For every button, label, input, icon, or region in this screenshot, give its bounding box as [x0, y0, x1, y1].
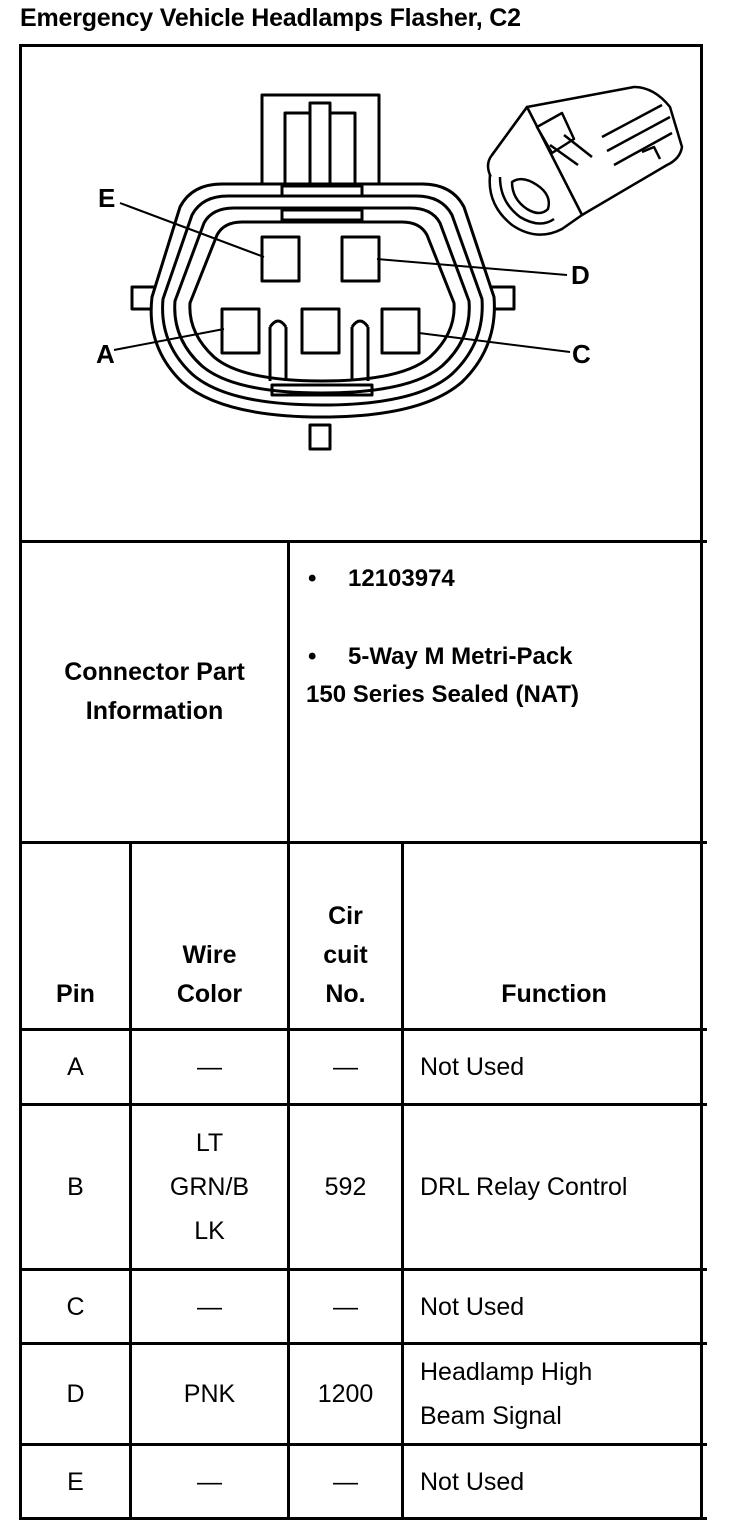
- table-cell-function: Not Used: [420, 1467, 525, 1496]
- col-header-circuit-no: Cir cuit No.: [323, 902, 368, 1008]
- table-cell-circuit: 592: [324, 1173, 367, 1201]
- diagram-label-e: E: [98, 183, 116, 213]
- divider: [287, 540, 290, 844]
- table-cell-wire: —: [197, 1292, 222, 1321]
- table-cell-function: Headlamp High Beam Signal: [420, 1358, 593, 1430]
- table-cell-wire: PNK: [183, 1380, 236, 1408]
- table-cell-circuit: —: [333, 1467, 358, 1496]
- connector-info-item-cont: 150 Series Sealed (NAT): [306, 681, 580, 708]
- connector-info-item: • 12103974: [308, 565, 455, 592]
- col-header-pin: Pin: [56, 980, 95, 1008]
- table-cell-wire: LT GRN/B LK: [169, 1129, 250, 1245]
- table-cell-function: Not Used: [420, 1053, 525, 1081]
- diagram-label-d: D: [571, 260, 590, 290]
- table-cell-function: DRL Relay Control: [420, 1173, 628, 1201]
- table-cell-circuit: —: [333, 1053, 358, 1081]
- table-cell-function: Not Used: [420, 1292, 525, 1321]
- connector-perspective-icon: [488, 87, 682, 235]
- table-cell-wire: —: [197, 1467, 222, 1496]
- table-cell-pin: C: [66, 1292, 85, 1321]
- page-title: Emergency Vehicle Headlamps Flasher, C2: [20, 4, 521, 32]
- divider: [19, 1517, 707, 1520]
- diagram-label-c: C: [572, 339, 591, 369]
- table-cell-circuit: —: [333, 1292, 358, 1321]
- connector-info-label: Connector Part Information: [64, 658, 245, 725]
- connector-info-item: • 5-Way M Metri-Pack: [308, 643, 573, 670]
- col-header-function: Function: [501, 980, 607, 1008]
- table-cell-pin: D: [66, 1380, 85, 1408]
- table-cell-circuit: 1200: [317, 1380, 374, 1408]
- col-header-wire-color: Wire Color: [176, 941, 243, 1008]
- table-cell-wire: —: [197, 1053, 222, 1081]
- connector-info-list: [306, 560, 696, 714]
- table-cell-pin: B: [67, 1173, 84, 1201]
- table-cell-pin: A: [67, 1053, 84, 1081]
- table-cell-pin: E: [67, 1467, 84, 1496]
- connector-face-diagram: [22, 47, 703, 540]
- diagram-label-a: A: [96, 339, 115, 369]
